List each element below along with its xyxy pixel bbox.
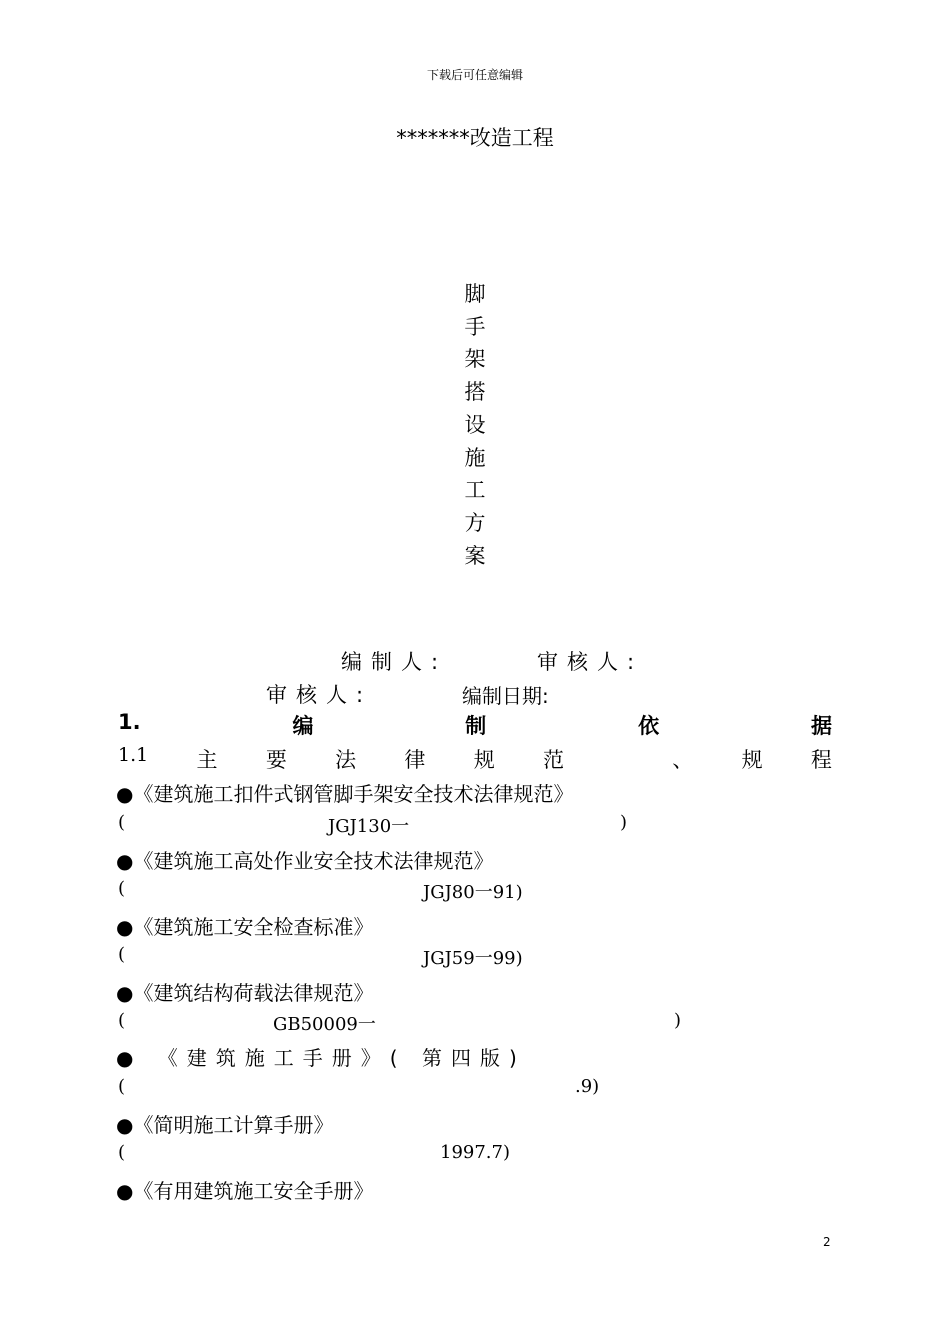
subsection-char: 法: [335, 748, 357, 772]
reference-code: 1997.7): [440, 1142, 511, 1163]
title-char: 工: [464, 478, 486, 503]
reference-code: JGJ80一91): [423, 882, 523, 903]
reviewer-label-second: 审核人:: [266, 683, 373, 707]
reference-close-paren: ): [620, 812, 628, 833]
subsection-char: 程: [810, 748, 832, 772]
title-char: 施: [464, 445, 486, 470]
title-char: 设: [464, 412, 486, 437]
reference-title: ● 《建筑施工手册》( 第四版): [116, 1046, 526, 1070]
subsection-char: 规: [473, 748, 495, 772]
page-number: 2: [823, 1235, 831, 1249]
reference-title: ●《建筑施工高处作业安全技术法律规范》: [116, 849, 494, 873]
reference-open-paren: (: [118, 812, 126, 833]
reference-close-paren: ): [674, 1010, 682, 1031]
reference-code: JGJ59一99): [423, 948, 523, 969]
reference-open-paren: (: [118, 1010, 126, 1031]
reference-title: ●《简明施工计算手册》: [116, 1113, 334, 1137]
reference-open-paren: (: [118, 1142, 126, 1163]
date-label: 编制日期:: [462, 684, 549, 708]
reference-code: .9): [575, 1076, 600, 1097]
section-char: 编: [292, 714, 314, 738]
reference-code: JGJ130一: [328, 816, 410, 837]
subsection-char: 要: [265, 748, 287, 772]
subsection-char: 律: [404, 748, 426, 772]
reference-title: ●《有用建筑施工安全手册》: [116, 1179, 374, 1203]
section-char: 据: [810, 714, 832, 738]
subsection-char: 、: [672, 748, 694, 772]
subsection-char: 主: [196, 748, 218, 772]
reference-open-paren: (: [118, 944, 126, 965]
section-heading-1-1: [118, 744, 832, 774]
title-char: 手: [464, 314, 486, 339]
reference-open-paren: (: [118, 878, 126, 899]
project-title: *******改造工程: [396, 126, 554, 150]
section-char: 制: [465, 714, 487, 738]
reviewer-label: 审核人:: [537, 650, 644, 674]
reference-title: ●《建筑施工扣件式钢管脚手架安全技术法律规范》: [116, 782, 574, 806]
compiler-label: 编制人:: [341, 650, 448, 674]
title-char: 架: [464, 347, 486, 372]
vertical-document-title: [455, 278, 495, 572]
header-note: 下载后可任意编辑: [426, 68, 523, 82]
title-char: 搭: [464, 380, 486, 405]
reference-code: GB50009一: [273, 1014, 376, 1035]
reference-title: ●《建筑施工安全检查标准》: [116, 915, 374, 939]
reference-open-paren: (: [118, 1076, 126, 1097]
reference-title: ●《建筑结构荷载法律规范》: [116, 981, 374, 1005]
subsection-number: 1.1: [118, 744, 149, 766]
section-heading-1: [118, 710, 832, 740]
subsection-char: 规: [741, 748, 763, 772]
section-char: 依: [638, 714, 660, 738]
title-char: 脚: [464, 282, 486, 306]
title-char: 方: [464, 510, 486, 535]
title-char: 案: [464, 543, 486, 568]
section-number: 1.: [118, 710, 141, 734]
subsection-char: 范: [543, 748, 564, 772]
